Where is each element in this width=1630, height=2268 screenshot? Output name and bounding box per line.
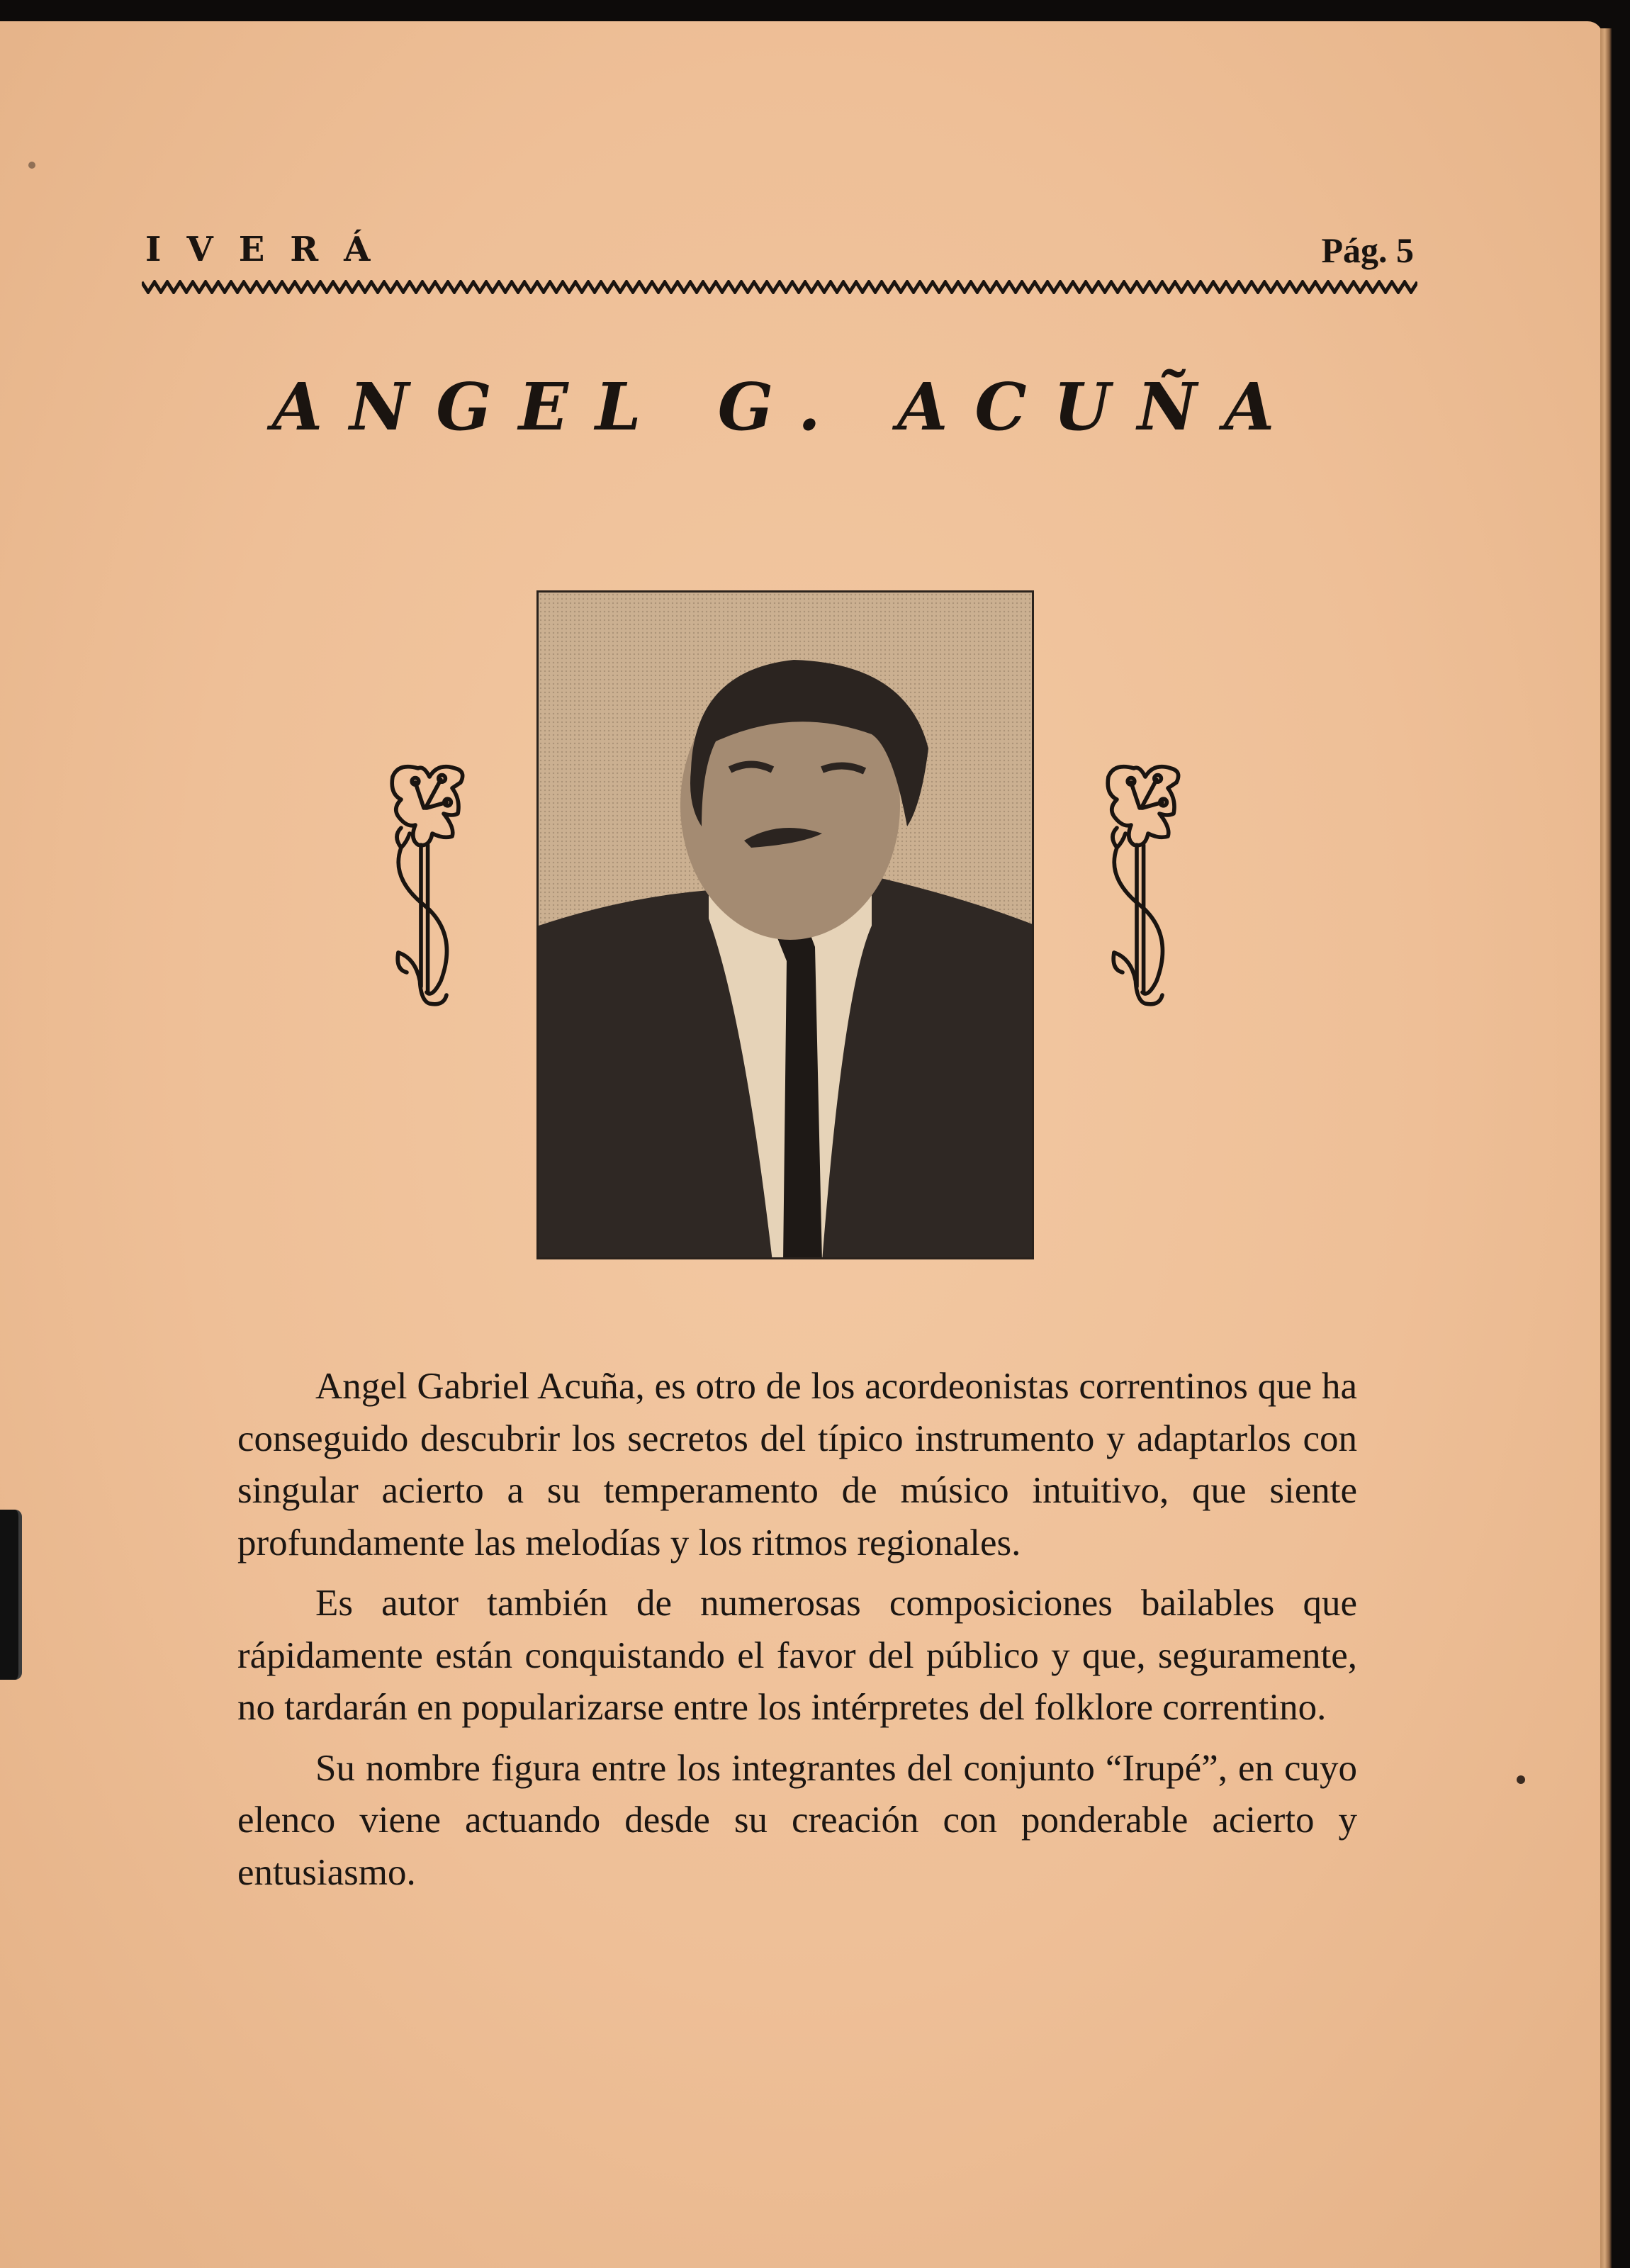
article-title: ANGEL G. ACUÑA bbox=[271, 369, 1302, 445]
portrait-photo bbox=[536, 590, 1034, 1259]
paper-speck bbox=[28, 162, 35, 169]
lily-flower-icon bbox=[376, 723, 489, 1035]
zigzag-rule bbox=[142, 280, 1417, 294]
binding-staple bbox=[0, 1510, 22, 1680]
lily-flower-icon bbox=[1091, 723, 1205, 1035]
paragraph: Angel Gabriel Acuña, es otro de los acordeonistas correntinos que ha conseguido descubrir los secretos del típico instrumento y adaptarlos con singular acierto a su temperamento de músico intuitivo, que siente profundamente las melodías y los ritmos regionales. bbox=[237, 1366, 1357, 1564]
paragraph: Es autor también de numerosas composiciones bailables que rápidamente están conquistando el favor del público y que, seguramente, no tardarán en popularizarse entre los intérpretes del folklore correntino. bbox=[237, 1583, 1357, 1728]
portrait-illustration bbox=[539, 593, 1034, 1259]
paragraph: Su nombre figura entre los integrantes del conjunto “Irupé”, en cuyo elenco viene actuando desde su creación con ponderable acierto y entusiasmo. bbox=[237, 1747, 1357, 1893]
magazine-name: IVERÁ bbox=[145, 230, 396, 269]
paper-speck bbox=[1517, 1775, 1525, 1784]
page-number: Pág. 5 bbox=[1321, 230, 1414, 270]
article-body bbox=[237, 1361, 1357, 1907]
page-header bbox=[145, 227, 1414, 269]
page-edge bbox=[1600, 28, 1612, 2268]
